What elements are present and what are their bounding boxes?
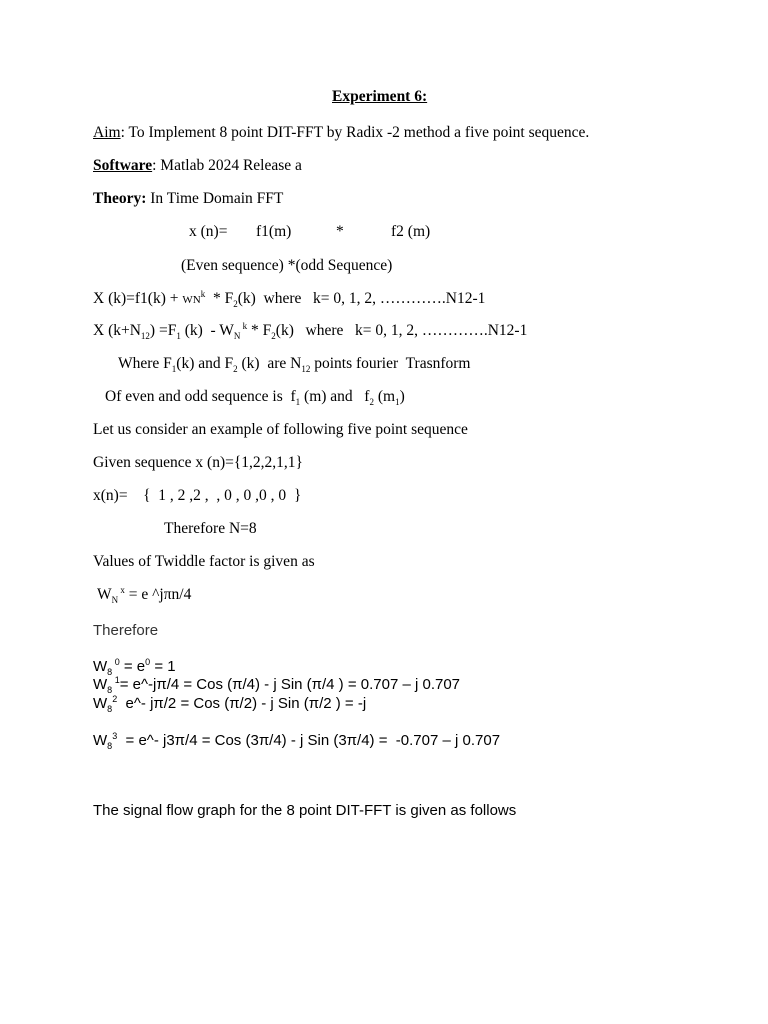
fft-equation-even: X $(k)=f1(k) + WN^k * F_2(k)$ where k= 0, 1, 2, ………….N12-1: [93, 288, 486, 310]
equation-caption: (Even sequence) *(odd Sequence): [181, 257, 393, 274]
padded-sequence-line: x(n)= { 1 , 2 ,2 , , 0 , 0 ,0 , 0 }: [93, 487, 302, 504]
equation-lhs: x (n)=: [189, 223, 228, 240]
twiddle-intro-line: Values of Twiddle factor is given as: [93, 553, 315, 570]
signal-flow-line: The signal flow graph for the 8 point DIT-FFT is given as follows: [93, 802, 517, 819]
fft-equation-odd: X $(k+N_{12}) =F_1$ $(k) - W_N$ $^k * F_2(k)$ where k= 0, 1, 2, ………….N12-1: [93, 320, 528, 342]
twiddle-w3: $W_8^3$ = e^- j3π/4 = Cos (3π/4) - j Sin (3π/4) = -0.707 – j 0.707: [93, 731, 501, 751]
theory-line: [93, 191, 283, 207]
theory-text: In Time Domain FFT: [146, 190, 284, 207]
theory-label: Theory:: [93, 190, 147, 207]
even-odd-line: Of even and odd sequence is $f_1$ (m) and $f_2$ $(m_1)$: [105, 388, 405, 408]
example-line: Let us consider an example of following five point sequence: [93, 421, 468, 438]
twiddle-w1: $W_8$ $^1$= e^-jπ/4 = Cos (π/4) - j Sin (π/4 ) = 0.707 – j 0.707: [93, 675, 461, 695]
equation-operator: *: [336, 223, 344, 240]
software-line: [93, 158, 302, 174]
given-sequence-line: Given sequence x (n)={1,2,2,1,1}: [93, 454, 303, 471]
page-title: Experiment 6:: [332, 88, 428, 105]
twiddle-w0: $W_8$ $^0 = e^0 = 1$: [93, 657, 176, 677]
software-label: Software: [93, 157, 153, 174]
equation-f2: f2 (m): [391, 223, 431, 240]
aim-text: : To Implement 8 point DIT-FFT by Radix -2 method a five point sequence.: [120, 124, 590, 141]
aim-line: [93, 125, 589, 141]
aim-label: Aim: [93, 124, 121, 141]
where-line: Where $F_1(k)$ and $F_2$ (k) are $N_{12}$ points fourier Trasnform: [118, 355, 471, 375]
twiddle-definition: $W_N$ $^x$ = e ^jπn/4: [97, 584, 192, 606]
equation-f1: f1(m): [256, 223, 292, 240]
therefore-label: Therefore: [93, 622, 159, 639]
therefore-n-line: Therefore N=8: [164, 520, 257, 537]
software-text: : Matlab 2024 Release a: [152, 157, 302, 174]
twiddle-w2: $W_8^2$ e^- jπ/2 = Cos (π/2) - j Sin (π/2 ) = -j: [93, 694, 367, 714]
